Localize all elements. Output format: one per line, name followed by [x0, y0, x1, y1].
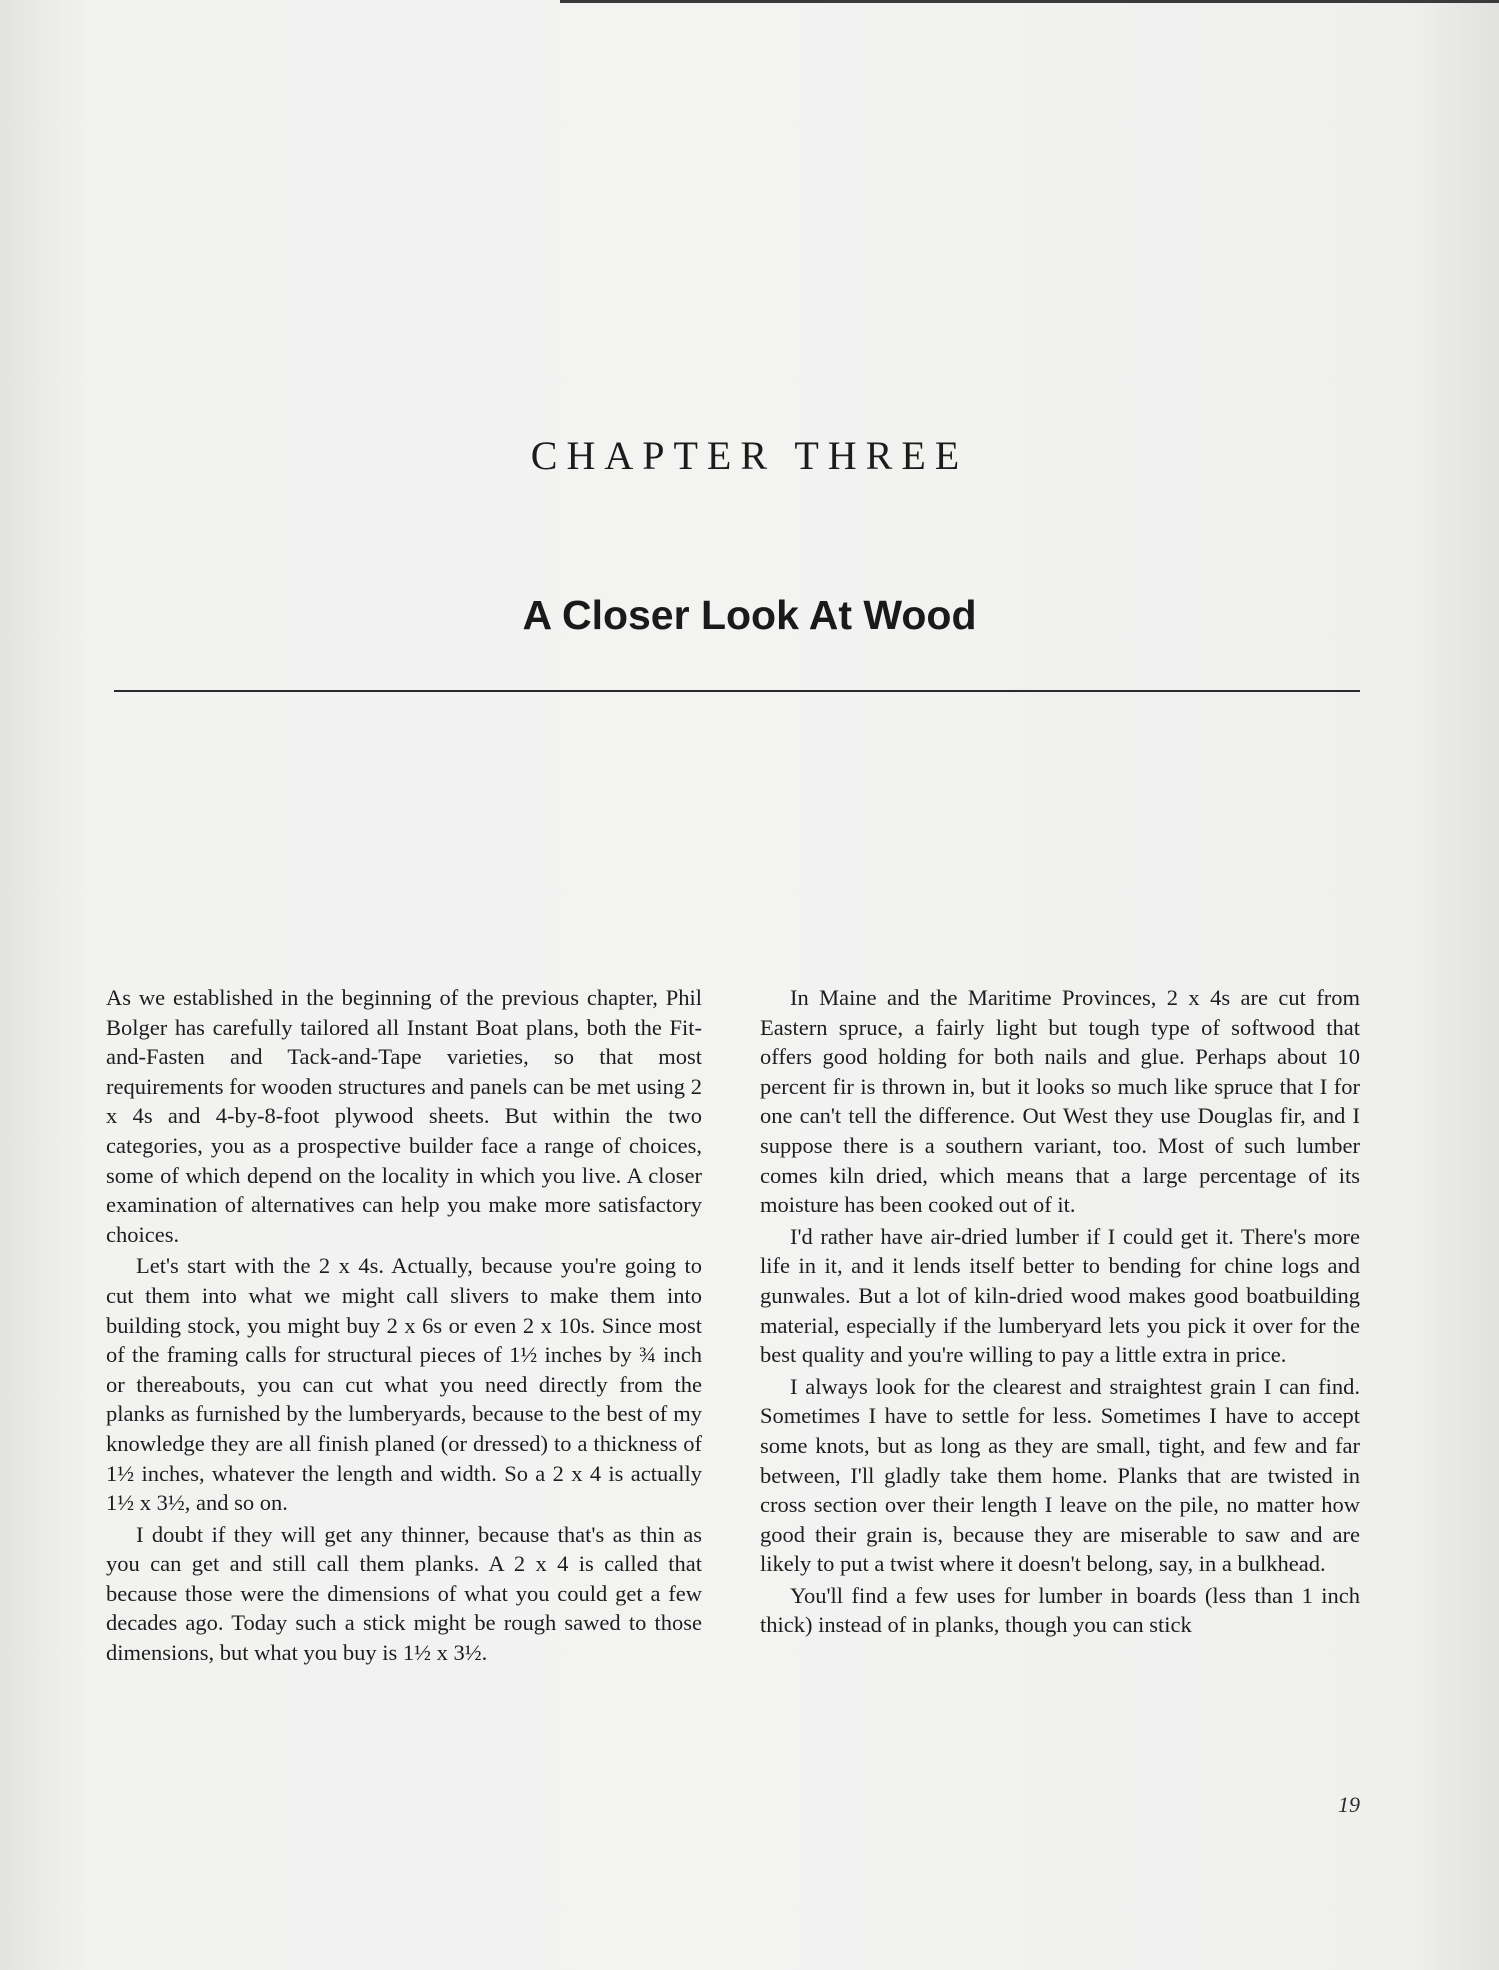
right-text-column — [760, 983, 1360, 1642]
page-top-edge-shadow — [560, 0, 1499, 3]
paragraph: Let's start with the 2 x 4s. Actually, because you're going to cut them into what we might call slivers to make them into building stock, you might buy 2 x 6s or even 2 x 10s. Since most of the framing calls for structural pieces of 1½ inches by ¾ inch or thereabouts, you can cut what you need directly from the planks as furnished by the lumberyards, because to the best of my knowledge they are all finish planed (or dressed) to a thickness of 1½ inches, whatever the length and width. So a 2 x 4 is actually 1½ x 3½, and so on. — [106, 1253, 702, 1516]
paragraph: As we established in the beginning of the previous chapter, Phil Bolger has carefully tailored all Instant Boat plans, both the Fit-and-Fasten and Tack-and-Tape varieties, so that most requirements for wooden structures and panels can be met using 2 x 4s and 4-by-8-foot plywood sheets. But within the two categories, you as a prospective builder face a range of choices, some of which depend on the locality in which you live. A closer examination of alternatives can help you make more satisfactory choices. — [106, 985, 702, 1247]
paragraph: In Maine and the Maritime Provinces, 2 x 4s are cut from Eastern spruce, a fairly light but tough type of softwood that offers good holding for both nails and glue. Perhaps about 10 percent fir is thrown in, but it looks so much like spruce that I for one can't tell the difference. Out West they use Douglas fir, and I suppose there is a southern variant, too. Most of such lumber comes kiln dried, which means that a large percentage of its moisture has been cooked out of it. — [760, 985, 1360, 1218]
left-text-column — [106, 983, 702, 1670]
paragraph: I doubt if they will get any thinner, because that's as thin as you can get and still call them planks. A 2 x 4 is called that because those were the dimensions of what you could get a few decades ago. Today such a stick might be rough sawed to those dimensions, but what you buy is 1½ x 3½. — [106, 1521, 702, 1666]
paragraph: I'd rather have air-dried lumber if I could get it. There's more life in it, and it lends itself better to bending for chine logs and gunwales. But a lot of kiln-dried wood makes good boatbuilding material, especially if the lumberyard lets you pick it over for the best quality and you're willing to pay a little extra in price. — [760, 1223, 1360, 1368]
paragraph: I always look for the clearest and straightest grain I can find. Sometimes I have to settle for less. Sometimes I have to accept some knots, but as long as they are small, tight, and few and far between, I'll gladly take them home. Planks that are twisted in cross section over their length I leave on the pile, no matter how good their grain is, because they are miserable to saw and are likely to put a twist where it doesn't belong, say, in a bulkhead. — [760, 1373, 1360, 1577]
chapter-title: A Closer Look At Wood — [522, 592, 977, 638]
chapter-label: CHAPTER THREE — [530, 433, 969, 478]
page-number: 19 — [1338, 1792, 1360, 1817]
title-rule — [114, 690, 1360, 692]
paragraph: You'll find a few uses for lumber in boards (less than 1 inch thick) instead of in planks, though you can stick — [760, 1582, 1360, 1638]
